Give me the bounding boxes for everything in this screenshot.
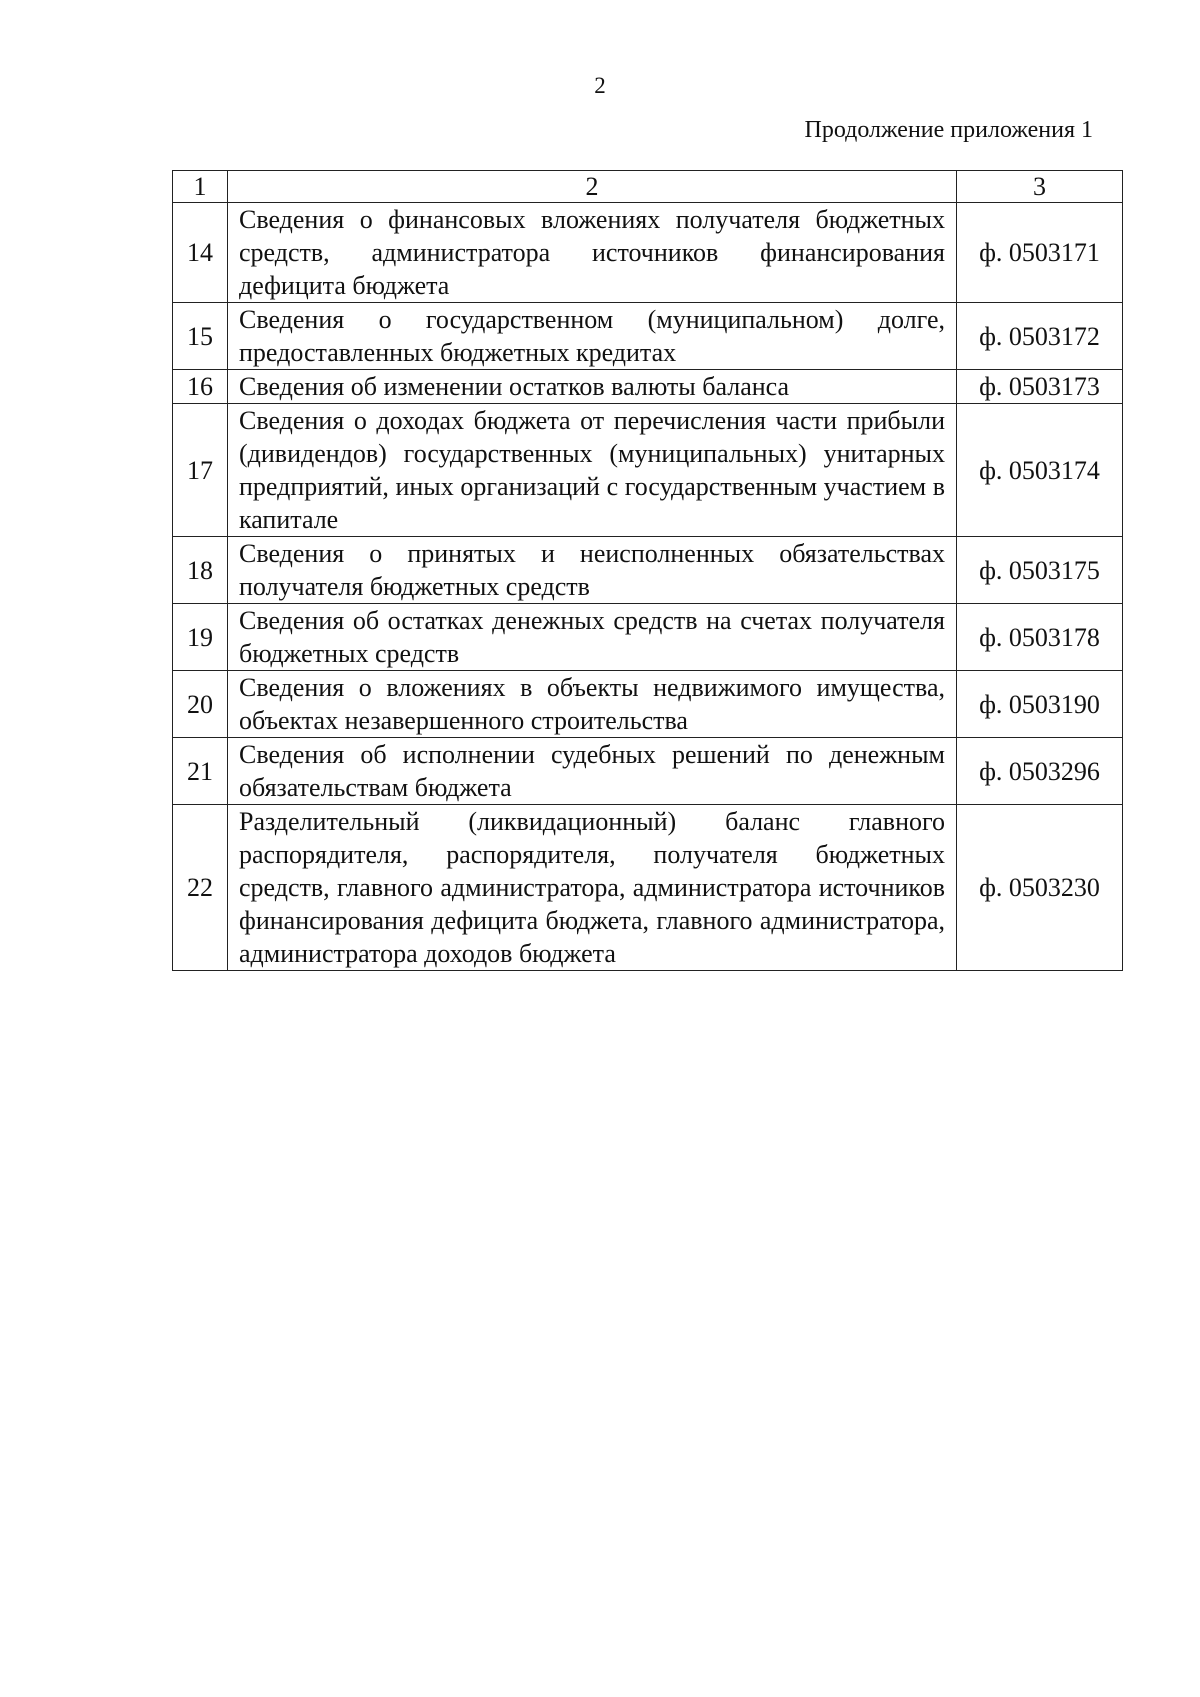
table-row [173,370,1123,404]
row-description: Сведения об исполнении судебных решений по денежным обязательствам бюджета [228,738,957,805]
row-description: Сведения о финансовых вложениях получателя бюджетных средств, администратора источников финансирования дефицита бюджета [228,203,957,303]
row-number: 20 [173,671,228,738]
row-form-code: ф. 0503230 [957,805,1123,971]
row-form-code: ф. 0503173 [957,370,1123,404]
row-number: 16 [173,370,228,404]
header-col-2: 2 [228,171,957,203]
row-number: 22 [173,805,228,971]
table-row [173,203,1123,303]
table-row [173,805,1123,971]
row-form-code: ф. 0503171 [957,203,1123,303]
row-description: Сведения об остатках денежных средств на счетах получателя бюджетных средств [228,604,957,671]
table-row [173,303,1123,370]
row-description: Сведения о вложениях в объекты недвижимого имущества, объектах незавершенного строительства [228,671,957,738]
row-description: Сведения о принятых и неисполненных обязательствах получателя бюджетных средств [228,537,957,604]
table-row [173,537,1123,604]
row-description: Разделительный (ликвидационный) баланс главного распорядителя, распорядителя, получателя бюджетных средств, главного администратора, администратора источников финансирования дефицита бюджета, главного администратора, администратора доходов бюджета [228,805,957,971]
row-form-code: ф. 0503190 [957,671,1123,738]
table-row [173,671,1123,738]
forms-table [172,170,1123,971]
row-form-code: ф. 0503178 [957,604,1123,671]
table-header-row [173,171,1123,203]
appendix-caption: Продолжение приложения 1 [804,117,1093,143]
header-col-1: 1 [173,171,228,203]
row-description: Сведения об изменении остатков валюты баланса [228,370,957,404]
page-number: 2 [594,73,606,98]
row-description: Сведения о доходах бюджета от перечисления части прибыли (дивидендов) государственных (муниципальных) унитарных предприятий, иных организаций с государственным участием в капитале [228,404,957,537]
table-row [173,738,1123,805]
row-form-code: ф. 0503172 [957,303,1123,370]
row-number: 17 [173,404,228,537]
row-number: 19 [173,604,228,671]
row-form-code: ф. 0503175 [957,537,1123,604]
header-col-3: 3 [957,171,1123,203]
table-row [173,604,1123,671]
row-number: 14 [173,203,228,303]
row-form-code: ф. 0503174 [957,404,1123,537]
row-form-code: ф. 0503296 [957,738,1123,805]
row-number: 21 [173,738,228,805]
table-row [173,404,1123,537]
row-description: Сведения о государственном (муниципальном) долге, предоставленных бюджетных кредитах [228,303,957,370]
row-number: 15 [173,303,228,370]
row-number: 18 [173,537,228,604]
